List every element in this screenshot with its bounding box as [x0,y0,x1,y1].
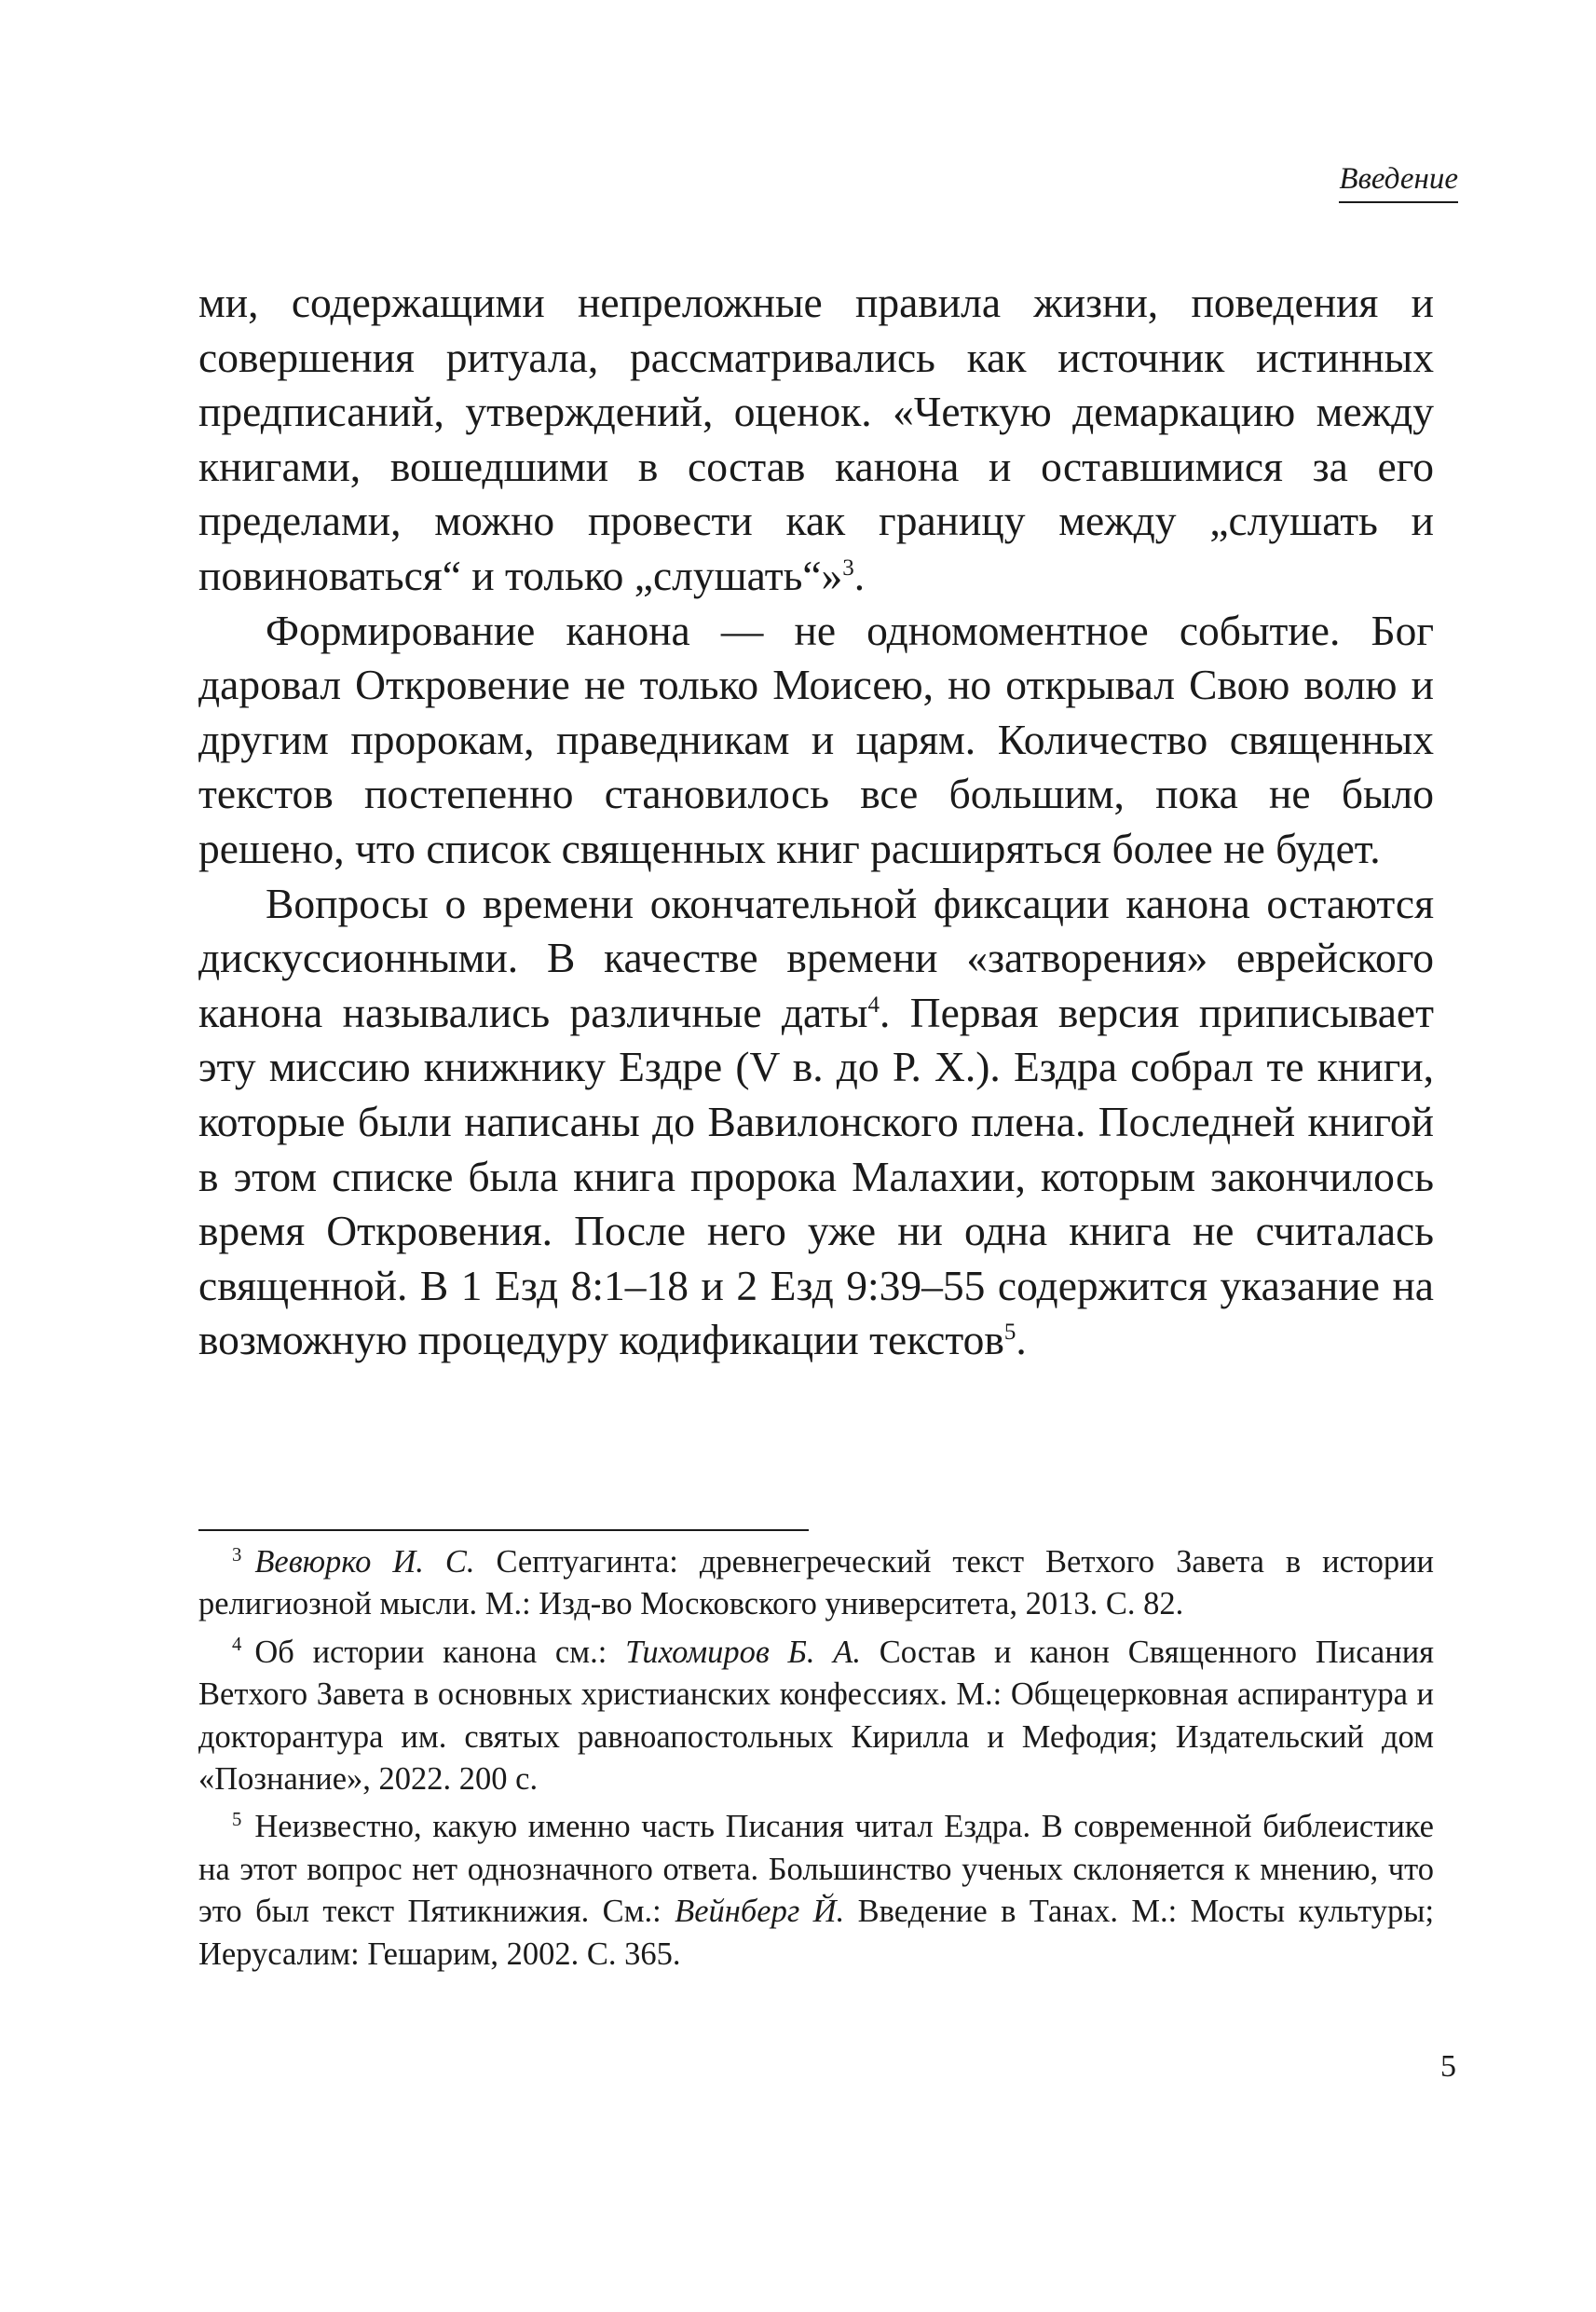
paragraph-1-text: ми, содержащими непреложные правила жизни, поведения и совершения ритуала, рассматривались как источник истинных предписаний, утверждений, оценок. «Четкую демаркацию между книгами, вошедшими в состав канона и оставшимися за его пределами, можно провести как границу между „слушать и повиноваться“ и только „слушать“» [198,279,1434,599]
footnote-4-author: Тихомиров Б. А. [625,1634,861,1670]
footnote-3 [198,1541,1434,1626]
footnote-ref-5[interactable]: 5 [1003,1320,1016,1346]
paragraph-1-end: . [853,551,866,599]
paragraph-3-text-b: . Первая версия приписывает эту миссию книжнику Ездре (V в. до Р. Х.). Ездра собрал те книги, которые были написаны до Вавилонского плена. Последней книгой в этом списке была книга пророка Малахии, которым закончилось время Откровения. После него уже ни одна книга не считалась священной. В 1 Езд 8:1–18 и 2 Езд 9:39–55 содержится указание на возможную процедуру кодификации текстов [198,988,1434,1364]
footnotes [198,1541,1434,1981]
paragraph-2: Формирование канона — не одномоментное событие. Бог даровал Откровение не только Моисею, но открывал Свою волю и другим пророкам, праведникам и царям. Количество священных текстов постепенно становилось все большим, пока не было решено, что список священных книг расширяться более не будет. [198,606,1434,872]
footnote-ref-3[interactable]: 3 [842,554,854,581]
footnote-5-author: Вейнберг Й. [675,1894,845,1930]
footnote-divider [198,1529,809,1531]
footnote-3-text: Септуагинта: древнегреческий текст Ветхого Завета в истории религиозной мысли. М.: Изд-во Московского университета, 2013. С. 82. [198,1544,1435,1622]
page-number: 5 [1440,2049,1456,2084]
running-head: Введение [1339,160,1458,203]
footnote-3-number: 3 [232,1544,242,1566]
footnote-4-text: Состав и канон Священного Писания Ветхого Завета в основных христианских конфессиях. М.: Общецерковная аспирантура и докторантура им. святых равноапостольных Кирилла и Мефодия; Издательский дом «Познание», 2022. 200 с. [198,1634,1435,1798]
footnote-5-text: Введение в Танах. М.: Мосты культуры; Иерусалим: Гешарим, 2002. С. 365. [198,1894,1435,1972]
footnote-5-lead: Неизвестно, какую именно часть Писания читал Ездра. В современной библеистике на этот вопрос нет однозначного ответа. Большинство ученых склоняется к мнению, что это был текст Пятикнижия. См.: [198,1809,1434,1930]
paragraph-3-text-a: Вопросы о времени окончательной фиксации канона остаются дискуссионными. В качестве времени «затворения» еврейского канона назывались различные даты [198,879,1434,1036]
paragraph-3-end: . [1016,1316,1027,1364]
footnote-ref-4[interactable]: 4 [867,992,880,1018]
paragraph-1 [198,276,1434,604]
footnote-3-author: Вевюрко И. С. [254,1544,475,1580]
footnote-4 [198,1632,1434,1801]
footnote-4-number: 4 [232,1635,242,1656]
main-text [198,276,1434,1368]
footnote-4-lead: Об истории канона см.: [254,1634,607,1670]
footnote-5-number: 5 [232,1809,242,1830]
footnote-5 [198,1806,1434,1976]
paragraph-3 [198,877,1434,1368]
